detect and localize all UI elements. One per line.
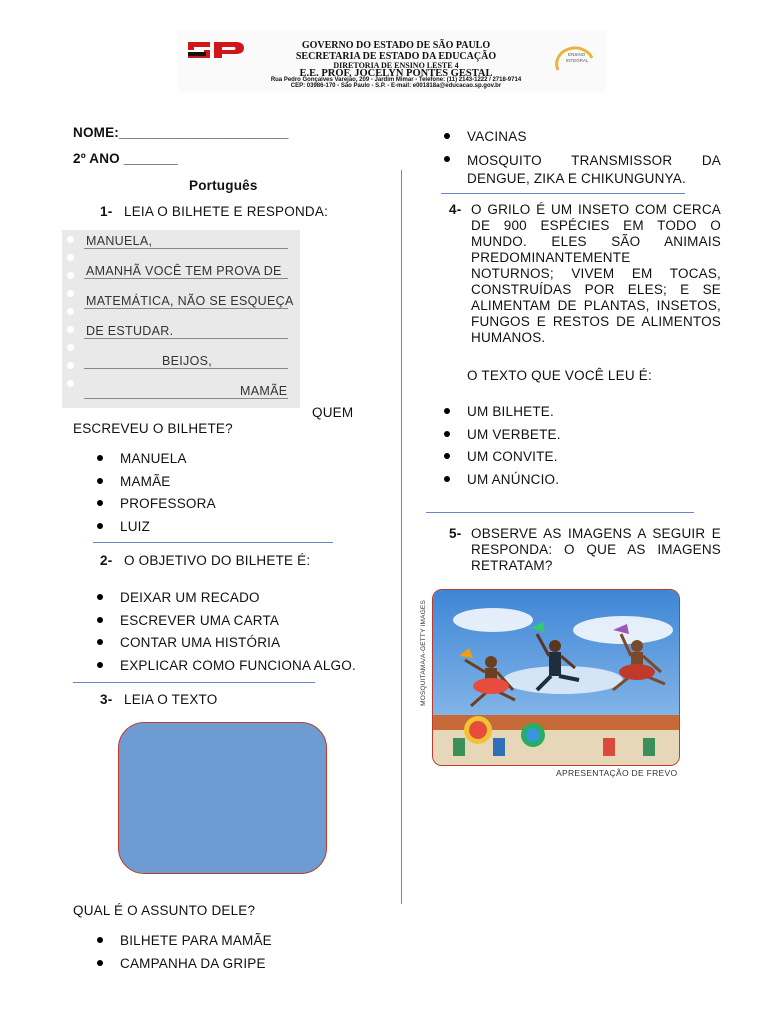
q4-option[interactable]: UM CONVITE. <box>467 449 561 472</box>
q2-number: 2- <box>100 553 113 568</box>
q3-question: QUAL É O ASSUNTO DELE? <box>73 903 256 918</box>
subject-title: Português <box>189 178 258 193</box>
q4-text-line: DE 900 ESPÉCIES EM TODO O <box>471 218 721 233</box>
q2-options <box>120 590 356 680</box>
q3-option[interactable]: VACINAS <box>467 129 721 152</box>
frevo-photo <box>432 589 680 766</box>
note-line-2: AMANHÃ VOCÊ TEM PROVA DE <box>86 264 282 278</box>
q3-options-continued <box>467 129 721 188</box>
note-line-6: MAMÃE <box>240 384 288 398</box>
name-field[interactable]: NOME:______________________ <box>73 125 289 140</box>
header-line-directorate: DIRETORIA DE ENSINO LESTE 4 <box>333 61 459 70</box>
text-placeholder-box <box>118 722 327 874</box>
ensino-integral-seal <box>548 40 596 74</box>
header-line-address: Rua Pedro Gonçalves Varejão, 209 - Jardim Mimar - Telefone: (11) 2143-1222 / 2718-9714 <box>270 77 522 83</box>
q4-text-line: CONSTRUÍDAS POR ELES; E SE <box>471 282 721 297</box>
q2-option[interactable]: DEIXAR UM RECADO <box>120 590 356 613</box>
q1-option[interactable]: LUIZ <box>120 519 216 542</box>
divider <box>93 542 333 543</box>
q4-number: 4- <box>449 202 462 217</box>
q1-prompt: LEIA O BILHETE E RESPONDA: <box>124 204 329 219</box>
q3-number: 3- <box>100 692 113 707</box>
q4-option[interactable]: UM BILHETE. <box>467 404 561 427</box>
column-divider <box>401 170 402 904</box>
q1-option[interactable]: MAMÃE <box>120 474 216 497</box>
divider <box>441 193 685 194</box>
note-line-1: MANUELA, <box>86 234 153 248</box>
q3-option[interactable]: MOSQUITO TRANSMISSOR DA DENGUE, ZIKA E CHIKUNGUNYA. <box>467 152 721 186</box>
grade-field[interactable]: 2º ANO _______ <box>73 151 178 166</box>
divider <box>73 682 315 683</box>
q5-prompt <box>471 526 721 574</box>
q1-option[interactable]: MANUELA <box>120 451 216 474</box>
q4-question: O TEXTO QUE VOCÊ LEU É: <box>467 368 652 383</box>
q2-option[interactable]: ESCREVER UMA CARTA <box>120 613 356 636</box>
q4-text-line: MUNDO. ELES SÃO ANIMAIS <box>471 234 721 249</box>
q2-option[interactable]: EXPLICAR COMO FUNCIONA ALGO. <box>120 658 356 681</box>
q4-text-line: HUMANOS. <box>471 330 546 345</box>
q4-option[interactable]: UM VERBETE. <box>467 427 561 450</box>
q5-prompt-line: OBSERVE AS IMAGENS A SEGUIR E <box>471 526 721 541</box>
header-line-school: E.E. PROF. JOCELYN PONTES GESTAL <box>299 68 493 79</box>
q1-question-part2: ESCREVEU O BILHETE? <box>73 421 233 436</box>
q4-options <box>467 404 561 494</box>
divider <box>426 512 694 513</box>
q4-option[interactable]: UM ANÚNCIO. <box>467 472 561 495</box>
q1-question-part1: QUEM <box>312 405 354 420</box>
q2-prompt: O OBJETIVO DO BILHETE É: <box>124 553 311 568</box>
q4-text-line: NOTURNOS; VIVEM EM TOCAS, <box>471 266 721 281</box>
header-line-government: GOVERNO DO ESTADO DE SÃO PAULO <box>301 40 491 51</box>
note-line-3: MATEMÁTICA, NÃO SE ESQUEÇA <box>86 294 294 308</box>
q2-option[interactable]: CONTAR UMA HISTÓRIA <box>120 635 356 658</box>
q1-option[interactable]: PROFESSORA <box>120 496 216 519</box>
q4-text <box>471 202 721 346</box>
header-line-secretariat: SECRETARIA DE ESTADO DA EDUCAÇÃO <box>295 51 497 62</box>
q3-option[interactable]: BILHETE PARA MAMÃE <box>120 933 272 956</box>
q3-options <box>120 933 272 978</box>
frevo-illustration <box>433 590 679 765</box>
q4-text-line: PREDOMINANTEMENTE <box>471 250 631 265</box>
note-line-4: DE ESTUDAR. <box>86 324 174 338</box>
q4-text-line: O GRILO É UM INSETO COM CERCA <box>471 202 721 217</box>
note-line-5: BEIJOS, <box>162 354 213 368</box>
q5-prompt-line: RETRATAM? <box>471 558 553 573</box>
svg-text:INTEGRAL: INTEGRAL <box>566 58 589 63</box>
q3-option[interactable]: CAMPANHA DA GRIPE <box>120 956 272 979</box>
header-line-contact: CEP: 03986-170 - São Paulo - S.P. - E-mail: e001818a@educacao.sp.gov.br <box>290 83 502 89</box>
note-image <box>62 230 300 408</box>
q5-number: 5- <box>449 526 462 541</box>
q1-number: 1- <box>100 204 113 219</box>
q3-prompt: LEIA O TEXTO <box>124 692 218 707</box>
svg-text:ENSINO: ENSINO <box>568 52 586 57</box>
q1-options <box>120 451 216 541</box>
photo-caption: APRESENTAÇÃO DE FREVO <box>556 768 678 778</box>
q4-text-line: FUNGOS E RESTOS DE ALIMENTOS <box>471 314 721 329</box>
q5-prompt-line: RESPONDA: O QUE AS IMAGENS <box>471 542 721 557</box>
photo-credit: MOSQUITAMA/A-GETTY IMAGES <box>420 600 427 706</box>
q4-text-line: ALIMENTAM DE PLANTAS, INSETOS, <box>471 298 721 313</box>
